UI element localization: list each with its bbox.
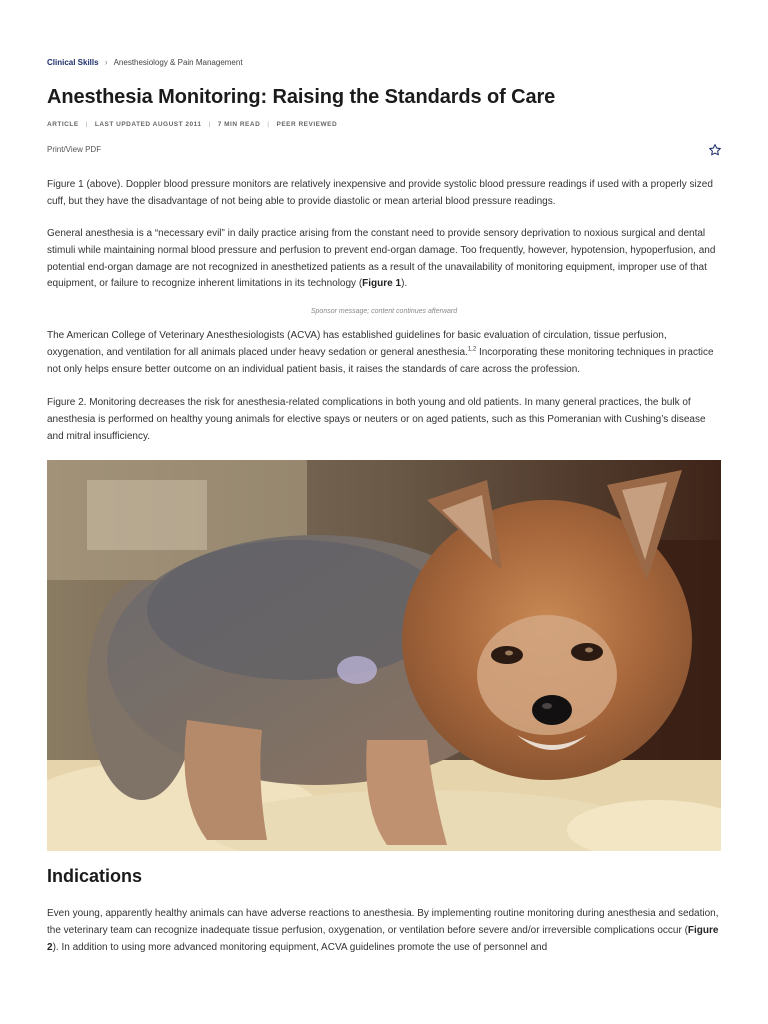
paragraph-2	[47, 328, 721, 378]
paragraph-2-end: Incorporating these monitoring techniques in practice not only helps ensure better outcome on an individual patient basis, it raises the standards of care across the profession.	[47, 346, 714, 375]
figure-1-caption	[47, 177, 721, 211]
meta-review: PEER REVIEWED	[276, 121, 338, 128]
paragraph-3-text: Even young, apparently healthy animals can have adverse reactions to anesthesia. By implementing routine monitoring during anesthesia and sedation, the veterinary team can recognize inadequate tissue perfusion, oxygenation, or ventilation before severe and/or irreversible complications occur (	[47, 908, 719, 936]
paragraph-3	[47, 906, 721, 956]
breadcrumb-current[interactable]: Anesthesiology & Pain Management	[113, 57, 243, 67]
section-heading-indications: Indications	[47, 866, 143, 886]
paragraph-3-end: ). In addition to using more advanced monitoring equipment, ACVA guidelines promote the use of personnel and	[52, 941, 548, 953]
article-meta	[47, 121, 337, 128]
figure-2-reference: Figure 2	[47, 924, 719, 953]
meta-read-time: 7 MIN READ	[217, 121, 261, 128]
meta-updated: LAST UPDATED AUGUST 2011	[94, 121, 202, 128]
paragraph-1-text: General anesthesia is a “necessary evil” in daily practice arising from the constant need to provide sensory deprivation to noxious surgical and dental stimuli while maintaining normal blood pressure and perfusion to prevent end-organ damage. Too frequently, however, hypotension, hypoperfusion, and potential end-organ damage are not recognized in anesthetized patients as a result of the unavailability of monitoring equipment, improper use of that equipment, or failure to recognize inherent limitations in its technology (	[47, 228, 716, 290]
figure-1-caption-text: Figure 1 (above). Doppler blood pressure monitors are relatively inexpensive and provide systolic blood pressure readings if used with a properly sized cuff, but they have the disadvantage of not being able to provide diastolic or mean arterial blood pressure readings.	[47, 179, 713, 207]
figure-2-caption	[47, 395, 721, 445]
breadcrumb	[47, 57, 243, 67]
paragraph-1	[47, 226, 721, 293]
figure-2-caption-text: Figure 2. Monitoring decreases the risk for anesthesia-related complications in both young and old patients. In many general practices, the bulk of anesthesia is performed on healthy young animals for elective spays or neuters or on aged patients, such as this Pomeranian with Cushing’s disease and mitral insufficiency.	[47, 397, 706, 442]
meta-type: ARTICLE	[47, 121, 79, 128]
paragraph-2-text: The American College of Veterinary Anesthesiologists (ACVA) has established guidelines for basic evaluation of circulation, tissue perfusion, oxygenation, and ventilation for all animals placed under heavy sedation or general anesthesia.	[47, 330, 667, 358]
sponsor-message: Sponsor message; content continues afterward	[310, 308, 458, 315]
star-outline-icon[interactable]	[708, 143, 722, 157]
print-view-pdf-link[interactable]: Print/View PDF	[47, 145, 102, 154]
paragraph-1-end: ).	[401, 278, 408, 290]
breadcrumb-clinical-skills-link[interactable]: Clinical Skills	[47, 57, 99, 67]
meta-divider: |	[85, 121, 88, 128]
figure-1-reference: Figure 1	[362, 278, 402, 290]
page-title: Anesthesia Monitoring: Raising the Standards of Care	[47, 86, 556, 108]
dog-photo-illustration	[47, 460, 721, 851]
chevron-right-icon: ›	[104, 57, 108, 67]
meta-divider: |	[208, 121, 211, 128]
citation-superscript[interactable]: 1,2	[467, 346, 477, 353]
figure-2-image	[47, 460, 721, 851]
meta-divider: |	[267, 121, 270, 128]
